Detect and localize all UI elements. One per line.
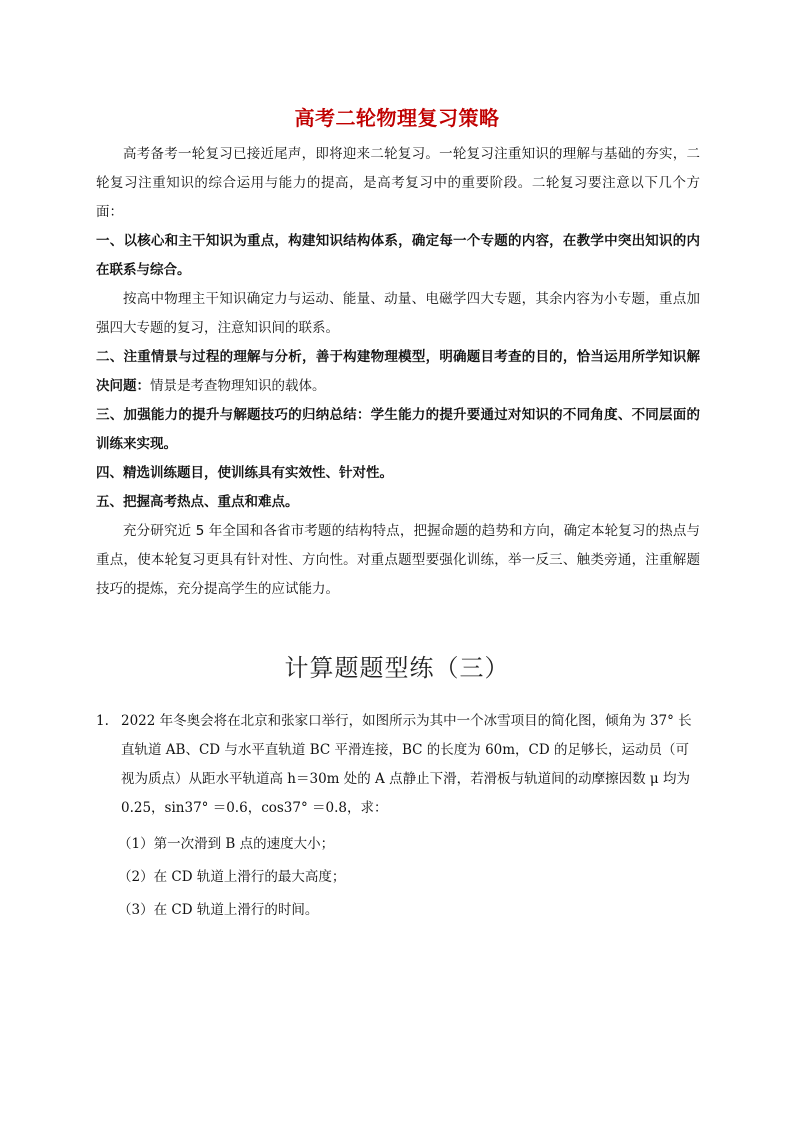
question-part-2: （2）在 CD 轨道上滑行的最大高度； (118, 869, 346, 885)
point-2-body: 情景是考查物理知识的载体。 (150, 378, 326, 394)
point-1-body: 按高中物理主干知识确定力与运动、能量、动量、电磁学四大专题，其余内容为小专题，重点加强四大专题的复习，注意知识间的联系。 (96, 291, 700, 336)
question-number: 1. (96, 713, 109, 729)
point-5-heading: 五、把握高考热点、重点和难点。 (96, 494, 299, 510)
question-part-3: （3）在 CD 轨道上滑行的时间。 (118, 902, 319, 918)
point-3-heading: 三、加强能力的提升与解题技巧的归纳总结：学生能力的提升要通过对知识的不同角度、不同层面的训练来实现。 (96, 407, 700, 452)
point-4-heading: 四、精选训练题目，使训练具有实效性、针对性。 (96, 465, 393, 481)
question-1 (96, 707, 700, 823)
section-title: 计算题题型练（三） (284, 654, 510, 682)
page-title: 高考二轮物理复习策略 (294, 106, 500, 130)
point-2-heading: 二、注重情景与过程的理解与分析，善于构建物理模型，明确题目考查的目的，恰当运用所学知识解决问题： (96, 349, 700, 394)
point-1-heading: 一、以核心和主干知识为重点，构建知识结构体系，确定每一个专题的内容，在教学中突出知识的内在联系与综合。 (96, 233, 700, 278)
point-5-body: 充分研究近 5 年全国和各省市考题的结构特点，把握命题的趋势和方向，确定本轮复习的热点与重点，使本轮复习更具有针对性、方向性。对重点题型要强化训练，举一反三、触类旁通，注重解题技巧的提炼，充分提高学生的应试能力。 (96, 523, 700, 597)
question-text: 2022 年冬奥会将在北京和张家口举行，如图所示为其中一个冰雪项目的简化图，倾角为 37° 长直轨道 AB、CD 与水平直轨道 BC 平滑连接，BC 的长度为 60m，CD 的足够长，运动员（可视为质点）从距水平轨道高 h＝30m 处的 A 点静止下滑，若滑板与轨道间的动摩擦因数 μ 均为 0.25，sin37° ＝0.6，cos37° ＝0.8，求： (121, 713, 692, 816)
point-2-paragraph (96, 343, 700, 401)
intro-paragraph: 高考备考一轮复习已接近尾声，即将迎来二轮复习。一轮复习注重知识的理解与基础的夯实，二轮复习注重知识的综合运用与能力的提高，是高考复习中的重要阶段。二轮复习要注意以下几个方面： (96, 146, 700, 220)
question-part-1: （1）第一次滑到 B 点的速度大小； (118, 836, 335, 852)
